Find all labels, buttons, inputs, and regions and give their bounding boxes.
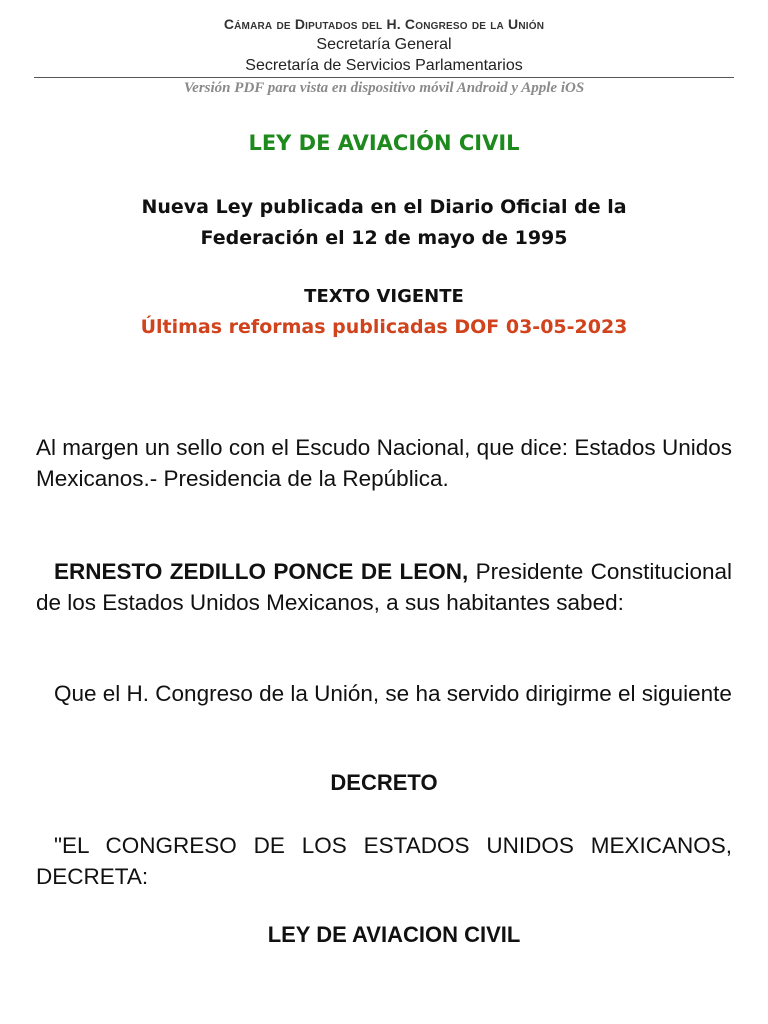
header-divider [34,77,734,78]
decree-heading: DECRETO [330,770,438,795]
version-note: Versión PDF para vista en dispositivo móvil Android y Apple iOS [183,80,585,96]
decree-paragraph: "EL CONGRESO DE LOS ESTADOS UNIDOS MEXICANOS, DECRETA: [36,833,732,889]
secretariat-name: Secretaría General [316,36,452,53]
publication-line-2: Federación el 12 de mayo de 1995 [200,227,568,249]
president-paragraph-text: Presidente Constitucional de los Estados Unidos Mexicanos, a sus habitantes sabed: [36,559,732,615]
congress-paragraph: Que el H. Congreso de la Unión, se ha servido dirigirme el siguiente [54,681,732,706]
publication-note [80,192,688,254]
president-name: ERNESTO ZEDILLO PONCE DE LEON, [54,559,469,584]
seal-paragraph: Al margen un sello con el Escudo Nacional, que dice: Estados Unidos Mexicanos.- Presidencia de la República. [36,435,732,491]
chamber-name: Cámara de Diputados del H. Congreso de la Unión [223,16,545,32]
law-title: LEY DE AVIACIÓN CIVIL [248,131,520,155]
president-paragraph [36,556,732,618]
publication-line-1: Nueva Ley publicada en el Diario Oficial de la [141,196,627,218]
law-heading: LEY DE AVIACION CIVIL [267,922,521,947]
status-label: TEXTO VIGENTE [304,286,464,307]
services-name: Secretaría de Servicios Parlamentarios [245,57,523,74]
last-reform-note: Últimas reformas publicadas DOF 03-05-2023 [140,316,628,338]
document-header [34,14,734,76]
